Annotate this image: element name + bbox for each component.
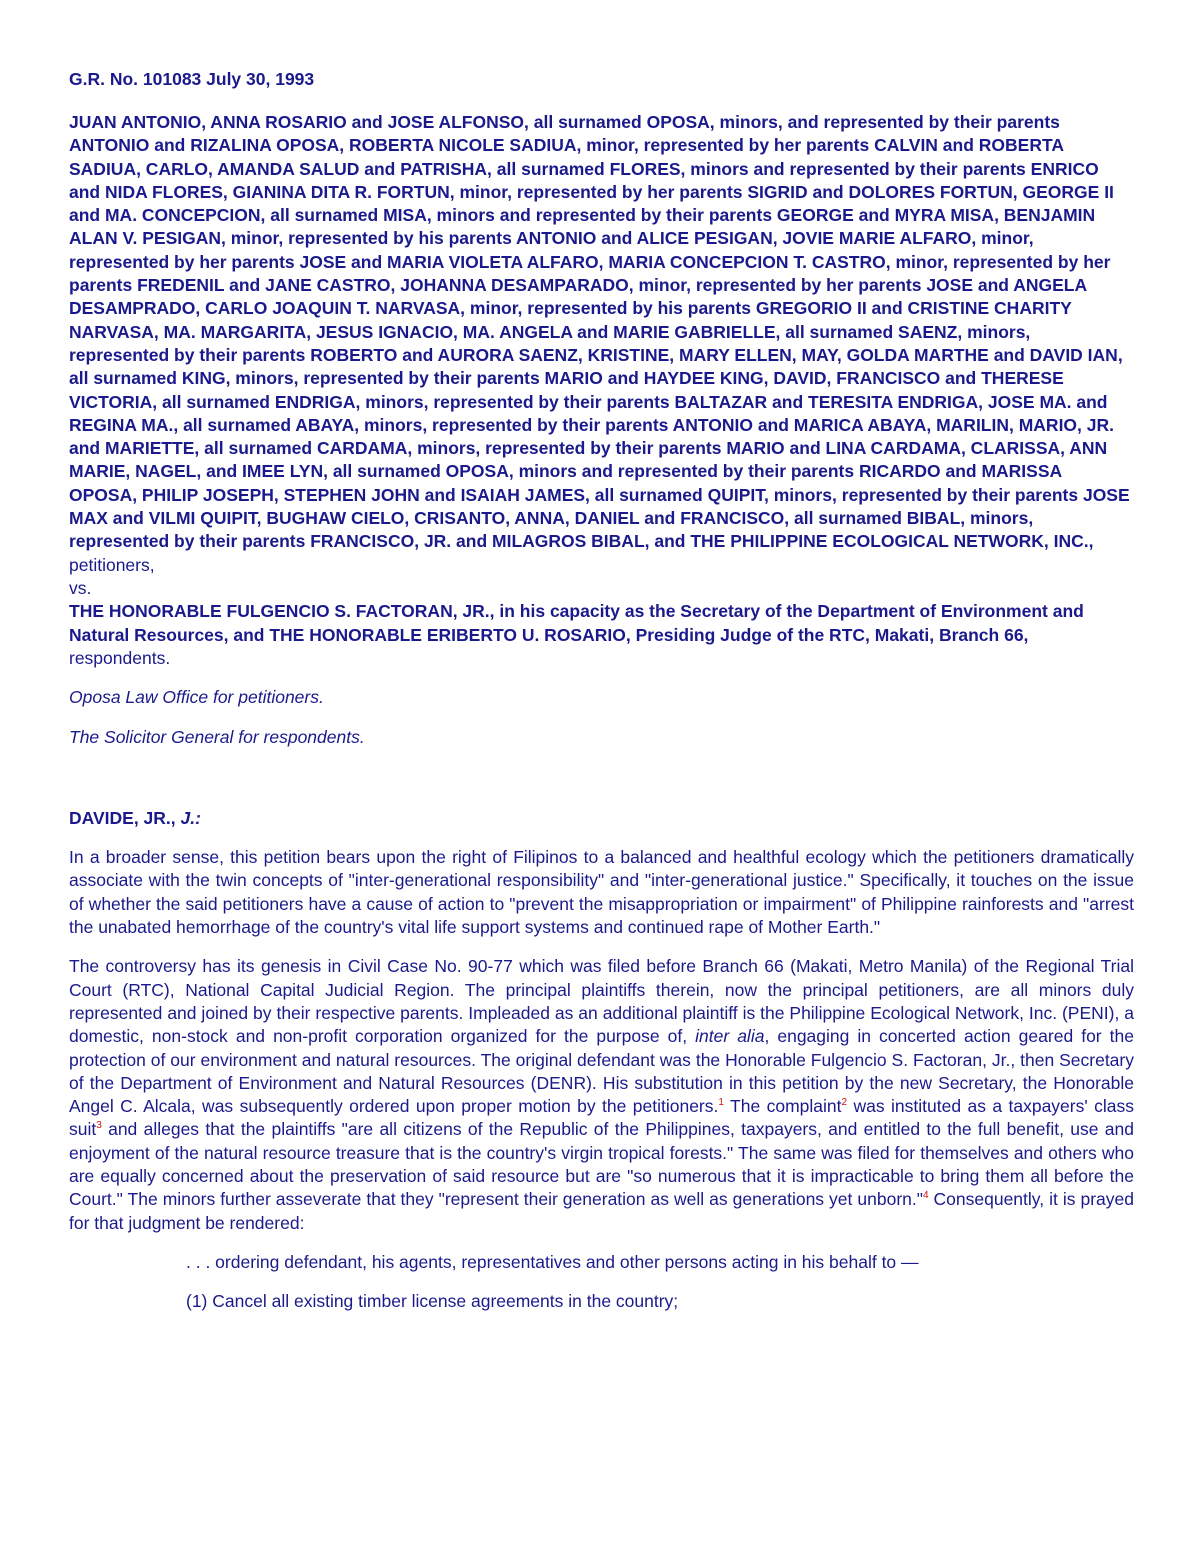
inter-alia-phrase: inter alia (695, 1026, 765, 1047)
petitioners-names: JUAN ANTONIO, ANNA ROSARIO and JOSE ALFONSO, all surnamed OPOSA, minors, and represented by their parents ANTONIO and RIZALINA OPOSA, ROBERTA NICOLE SADIUA, minor, represented by her parents CALVIN and ROBERTA SADIUA, CARLO, AMANDA SALUD and PATRISHA, all surnamed FLORES, minors and represented by their parents ENRICO and NIDA FLORES, GIANINA DITA R. FORTUN, minor, represented by her parents SIGRID and DOLORES FORTUN, GEORGE II and MA. CONCEPCION, all surnamed MISA, minors and represented by their parents GEORGE and MYRA MISA, BENJAMIN ALAN V. PESIGAN, minor, represented by his parents ANTONIO and ALICE PESIGAN, JOVIE MARIE ALFARO, minor, represented by her parents JOSE and MARIA VIOLETA ALFARO, MARIA CONCEPCION T. CASTRO, minor, represented by her parents FREDENIL and JANE CASTRO, JOHANNA DESAMPARADO, minor, represented by her parents JOSE and ANGELA DESAMPRADO, CARLO JOAQUIN T. NARVASA, minor, represented by his parents GREGORIO II and CRISTINE CHARITY NARVASA, MA. MARGARITA, JESUS IGNACIO, MA. ANGELA and MARIE GABRIELLE, all surnamed SAENZ, minors, represented by their parents ROBERTO and AURORA SAENZ, KRISTINE, MARY ELLEN, MAY, GOLDA MARTHE and DAVID IAN, all surnamed KING, minors, represented by their parents MARIO and HAYDEE KING, DAVID, FRANCISCO and THERESE VICTORIA, all surnamed ENDRIGA, minors, represented by their parents BALTAZAR and TERESITA ENDRIGA, JOSE MA. and REGINA MA., all surnamed ABAYA, minors, represented by their parents ANTONIO and MARICA ABAYA, MARILIN, MARIO, JR. and MARIETTE, all surnamed CARDAMA, minors, represented by their parents MARIO and LINA CARDAMA, CLARISSA, ANN MARIE, NAGEL, and IMEE LYN, all surnamed OPOSA, minors and represented by their parents RICARDO and MARISSA OPOSA, PHILIP JOSEPH, STEPHEN JOHN and ISAIAH JAMES, all surnamed QUIPIT, minors, represented by their parents JOSE MAX and VILMI QUIPIT, BUGHAW CIELO, CRISANTO, ANNA, DANIEL and FRANCISCO, all surnamed BIBAL, minors, represented by their parents FRANCISCO, JR. and MILAGROS BIBAL, and THE PHILIPPINE ECOLOGICAL NETWORK, INC., (69, 112, 1130, 552)
paragraph-2-part-b: , engaging in concerted action geared for the protection of our environment and natural resources. The original defendant was the Honorable Fulgencio S. Factoran, Jr., then Secretary of the Department of Environment and Natural Resources (DENR). His substitution in this petition by the new Secretary, the Honorable Angel C. Alcala, was subsequently ordered upon proper motion by the petitioners. (69, 1026, 1135, 1117)
ponente-name: DAVIDE, JR., (69, 808, 176, 829)
paragraph-2-part-e: and alleges that the plaintiffs "are all citizens of the Republic of the Philippines, taxpayers, and entitled to the full benefit, use and enjoyment of the natural resource treasure that is the country's virgin tropical forests." The same was filed for themselves and others who are equally concerned about the preservation of said resource but are "so numerous that it is impracticable to bring them all before the Court." The minors further asseverate that they "represent their generation as well as generations yet unborn." (69, 1119, 1134, 1210)
footnote-ref-3[interactable]: 3 (96, 1120, 102, 1132)
opinion-paragraph-2 (69, 955, 1134, 1235)
counsel-for-respondents: The Solicitor General for respondents. (69, 727, 365, 748)
footnote-ref-2[interactable]: 2 (841, 1097, 848, 1109)
ponente-title: J.: (175, 808, 201, 829)
prayer-quote-line-1: . . . ordering defendant, his agents, representatives and other persons acting in his behalf to — (186, 1251, 919, 1272)
ponente-heading (69, 807, 1134, 830)
counsel-for-petitioners: Oposa Law Office for petitioners. (69, 687, 324, 708)
paragraph-2-part-d: was instituted as a taxpayers' class suit (69, 1096, 1134, 1140)
prayer-quote-line-2: (1) Cancel all existing timber license agreements in the country; (186, 1290, 679, 1311)
versus-label: vs. (69, 577, 92, 598)
paragraph-2-part-a: The controversy has its genesis in Civil Case No. 90-77 which was filed before Branch 66 (Makati, Metro Manila) of the Regional Trial Court (RTC), National Capital Judicial Region. The principal plaintiffs therein, now the principal petitioners, are all minors duly represented and joined by their respective parents. Impleaded as an additional plaintiff is the Philippine Ecological Network, Inc. (PENI), a domestic, non-stock and non-profit corporation organized for the purpose of, (69, 956, 1134, 1047)
opinion-paragraph-1: In a broader sense, this petition bears upon the right of Filipinos to a balanced and healthful ecology which the petitioners dramatically associate with the twin concepts of "inter-generational responsibility" and "inter-generational justice." Specifically, it touches on the issue of whether the said petitioners have a cause of action to "prevent the misappropriation or impairment" of Philippine rainforests and "arrest the unabated hemorrhage of the country's vital life support systems and continued rape of Mother Earth." (69, 847, 1134, 938)
case-caption (69, 111, 1134, 670)
respondents-label: respondents. (69, 647, 171, 668)
respondents-names: THE HONORABLE FULGENCIO S. FACTORAN, JR., in his capacity as the Secretary of the Department of Environment and Natural Resources, and THE HONORABLE ERIBERTO U. ROSARIO, Presiding Judge of the RTC, Makati, Branch 66, (69, 601, 1084, 645)
petitioners-label: petitioners, (69, 554, 155, 575)
case-number-heading: G.R. No. 101083 July 30, 1993 (69, 69, 315, 89)
paragraph-2-part-c: The complaint (723, 1096, 842, 1117)
footnote-ref-1[interactable]: 1 (718, 1097, 724, 1109)
footnote-ref-4[interactable]: 4 (922, 1190, 929, 1202)
paragraph-2-part-f: Consequently, it is prayed for that judgment be rendered: (69, 1189, 1134, 1233)
